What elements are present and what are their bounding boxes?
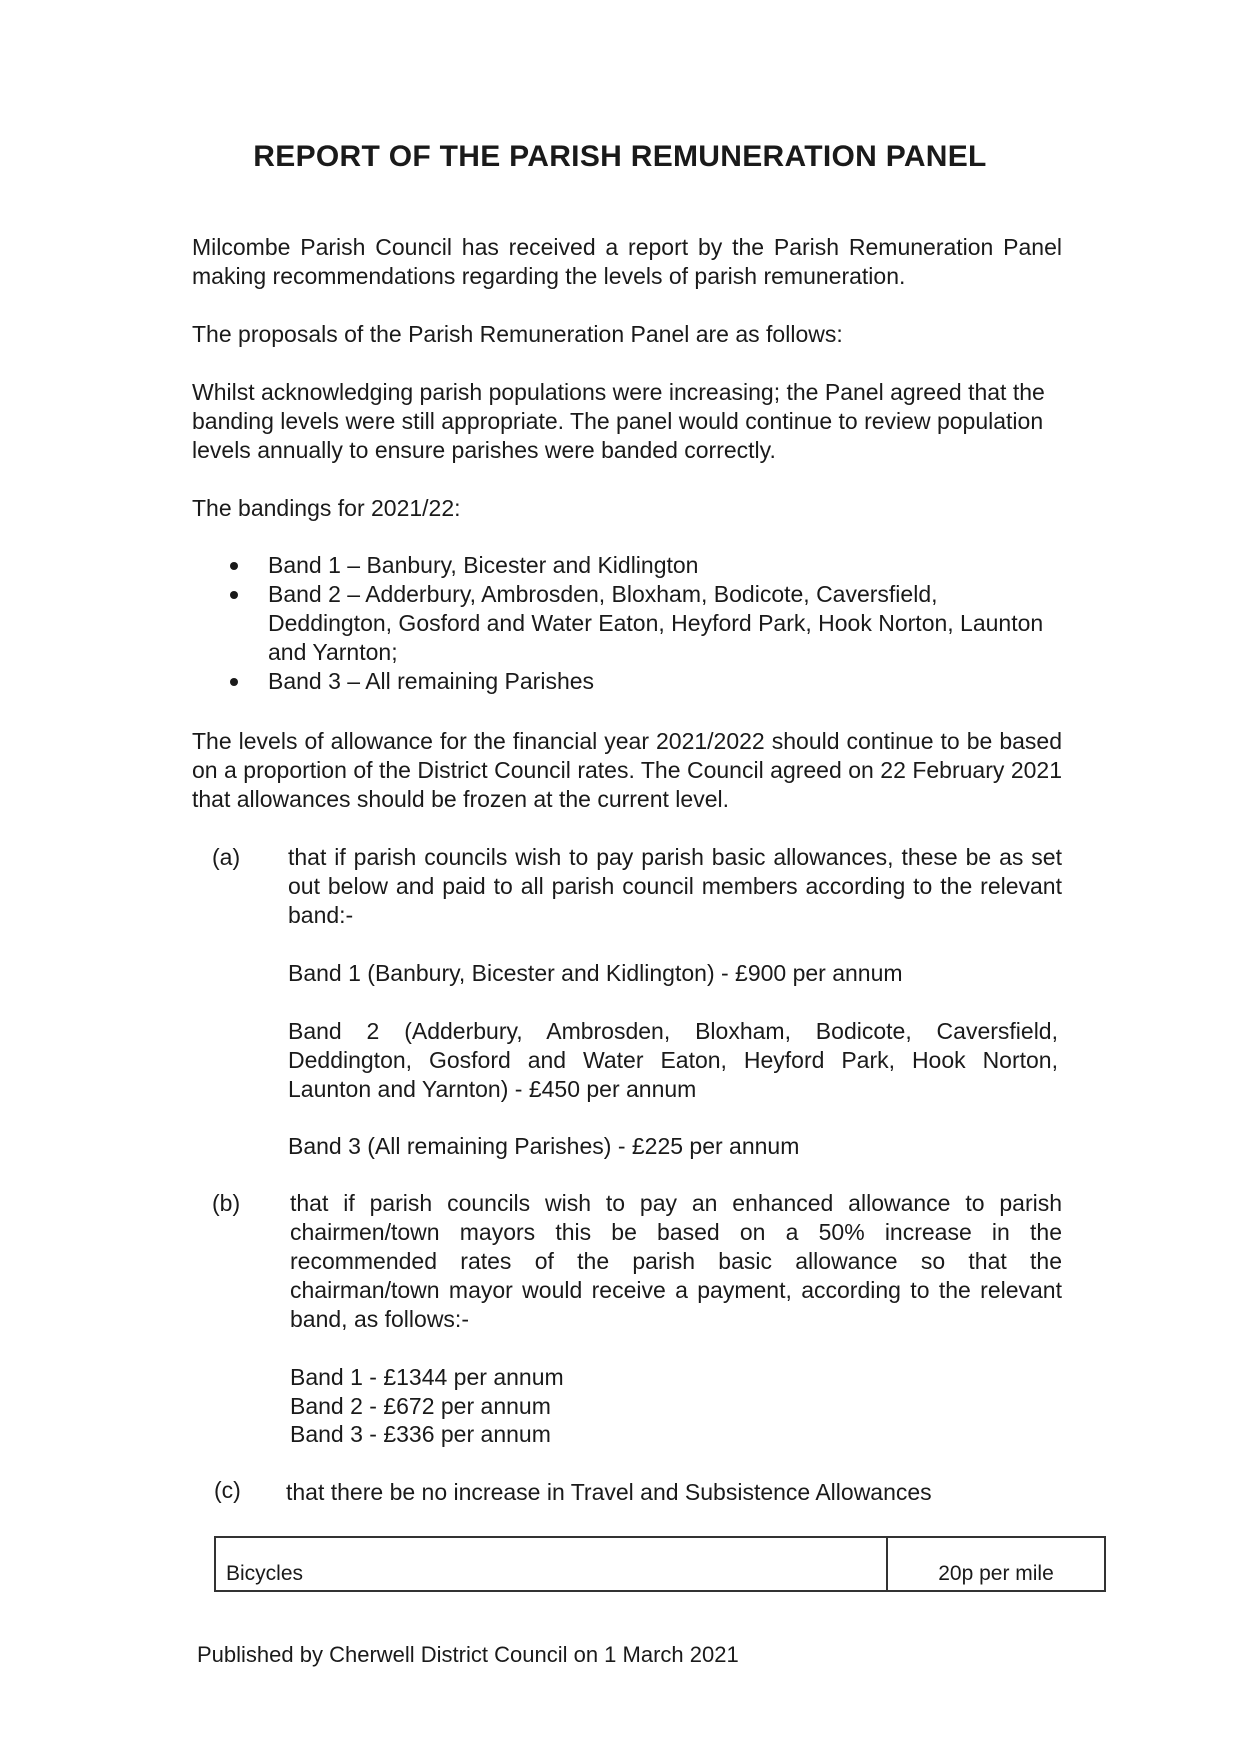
intro-paragraph: Milcombe Parish Council has received a report by the Parish Remuneration Panel making recommendations regarding the levels of parish remuneration. — [192, 234, 1062, 289]
bandings-heading: The bandings for 2021/22: — [192, 495, 461, 521]
banding-text: Band 3 – All remaining Parishes — [268, 668, 595, 694]
item-b-label: (b) — [212, 1190, 241, 1216]
bullet-icon — [230, 678, 238, 686]
item-c-text: that there be no increase in Travel and Subsistence Allowances — [286, 1479, 932, 1505]
panel-statement: Whilst acknowledging parish populations were increasing; the Panel agreed that the banding levels were still appropriate. The panel would continue to review population levels annually to ensure parishes were banded correctly. — [192, 379, 1045, 463]
item-b-text: that if parish councils wish to pay an enhanced allowance to parish chairmen/town mayors this be based on a 50% increase in the recommended rates of the parish basic allowance so that the chairman/town mayor would receive a payment, according to the relevant band, as follows:- — [290, 1190, 1062, 1332]
list-item — [230, 580, 1050, 667]
footer-published: Published by Cherwell District Council on 1 March 2021 — [197, 1642, 739, 1667]
item-b-band-1: Band 1 - £1344 per annum — [290, 1364, 564, 1390]
proposals-intro: The proposals of the Parish Remuneration Panel are as follows: — [192, 321, 843, 347]
item-b-band-3: Band 3 - £336 per annum — [290, 1421, 551, 1447]
table-cell-rate: 20p per mile — [887, 1537, 1105, 1591]
table-row — [215, 1537, 1105, 1591]
bullet-icon — [230, 562, 238, 570]
list-item — [230, 667, 1050, 696]
banding-text: Band 2 – Adderbury, Ambrosden, Bloxham, Bodicote, Caversfield, Deddington, Gosford and Water Eaton, Heyford Park, Hook Norton, Launton and Yarnton; — [268, 581, 1044, 665]
list-item — [230, 551, 1050, 580]
item-a-band-3: Band 3 (All remaining Parishes) - £225 per annum — [288, 1133, 800, 1159]
item-a-band-2: Band 2 (Adderbury, Ambrosden, Bloxham, Bodicote, Caversfield, Deddington, Gosford and Water Eaton, Heyford Park, Hook Norton, Launton and Yarnton) - £450 per annum — [288, 1018, 1058, 1102]
bandings-list — [230, 551, 1050, 696]
item-a-label: (a) — [212, 844, 241, 870]
table-cell-item: Bicycles — [215, 1537, 887, 1591]
allowance-statement: The levels of allowance for the financial year 2021/2022 should continue to be based on a proportion of the District Council rates. The Council agreed on 22 February 2021 that allowances should be frozen at the current level. — [192, 728, 1062, 812]
item-a-band-1: Band 1 (Banbury, Bicester and Kidlington) - £900 per annum — [288, 960, 903, 986]
item-c-label: (c) — [214, 1477, 241, 1503]
travel-rates-table — [214, 1536, 1106, 1592]
bullet-icon — [230, 591, 238, 599]
item-b-band-2: Band 2 - £672 per annum — [290, 1393, 551, 1419]
page-title: REPORT OF THE PARISH REMUNERATION PANEL — [253, 140, 987, 173]
item-a-text: that if parish councils wish to pay parish basic allowances, these be as set out below and paid to all parish council members according to the relevant band:- — [288, 844, 1062, 928]
banding-text: Band 1 – Banbury, Bicester and Kidlington — [268, 552, 699, 578]
